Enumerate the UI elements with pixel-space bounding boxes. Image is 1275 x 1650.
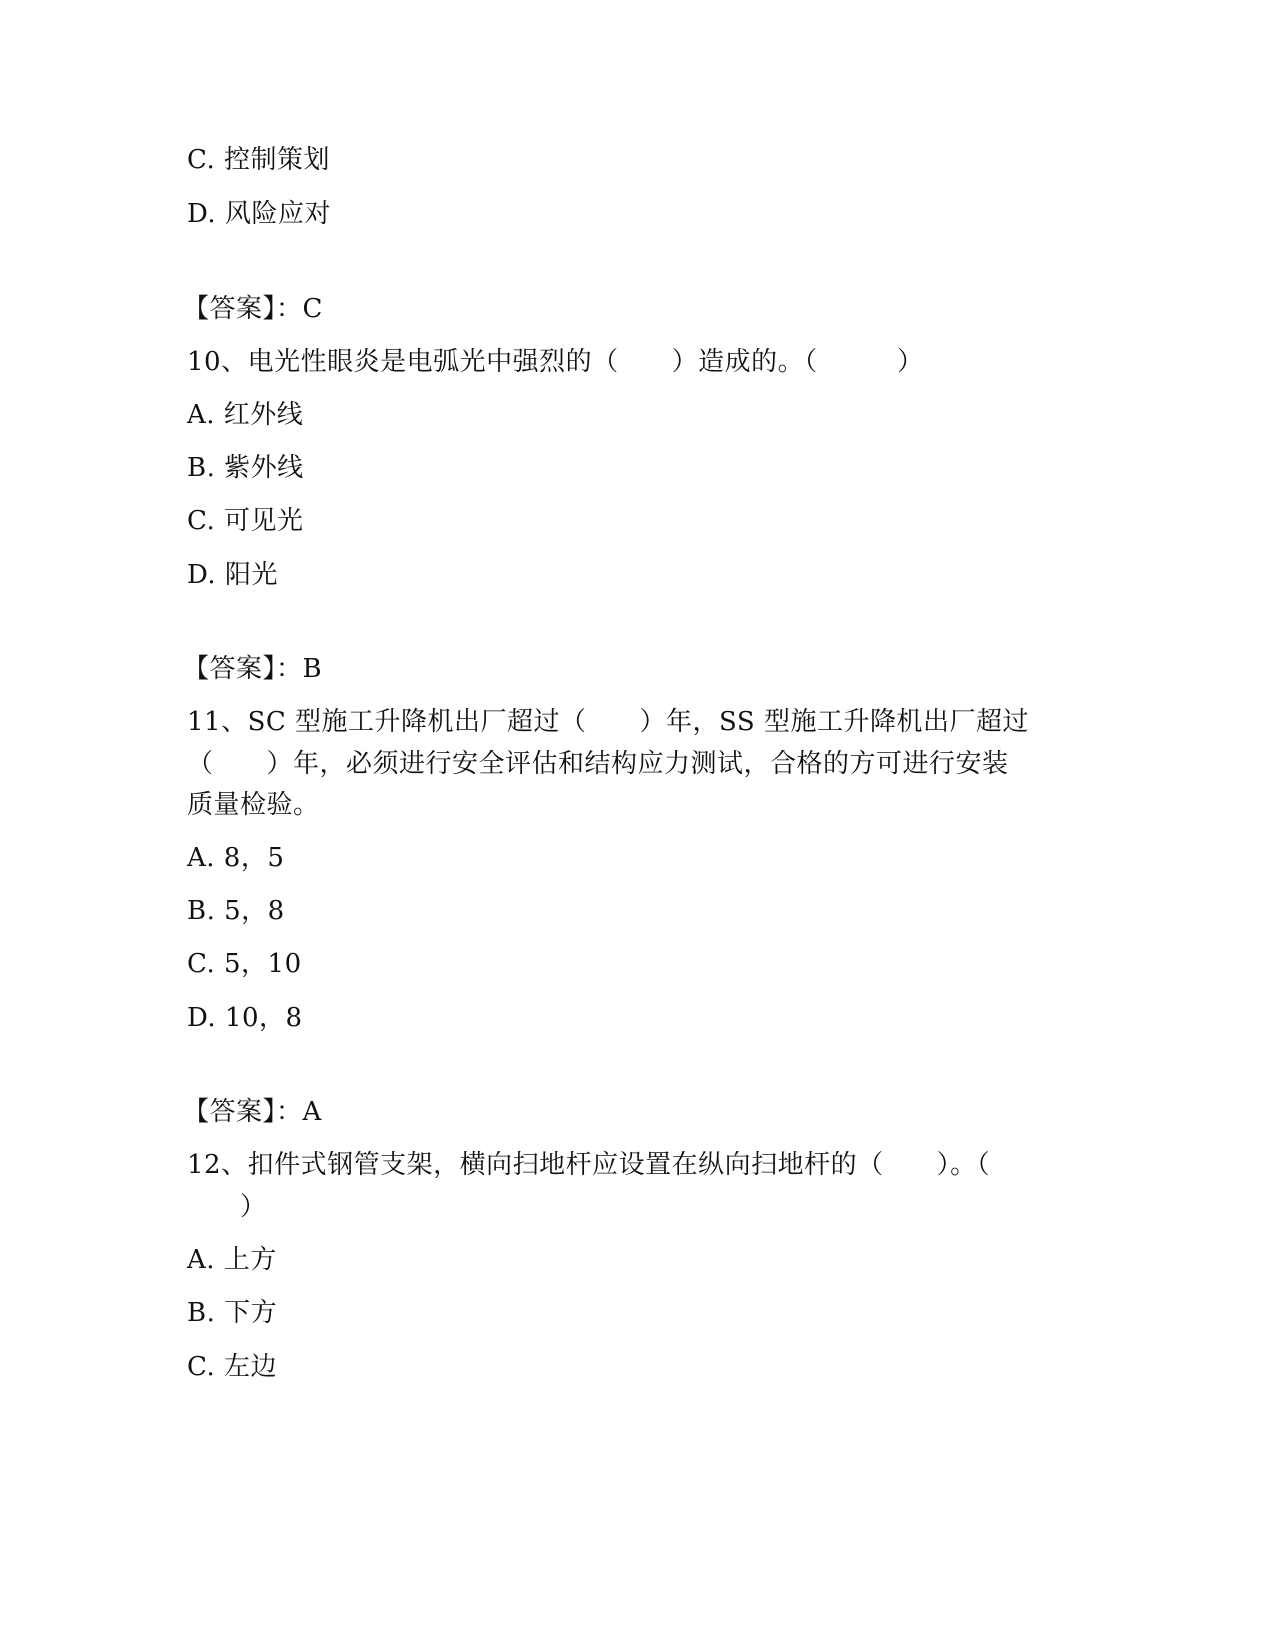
question-11-line-2: （ ）年，必须进行安全评估和结构应力测试，合格的方可进行安装 — [187, 749, 1009, 779]
option-d: D. 风险应对 — [187, 199, 331, 229]
option-a: A. 8，5 — [187, 843, 285, 873]
option-a: A. 上方 — [187, 1245, 277, 1275]
option-d: D. 10，8 — [187, 1003, 303, 1033]
option-b: B. 紫外线 — [187, 453, 304, 483]
question-12-line-1: 12、扣件式钢管支架，横向扫地杆应设置在纵向扫地杆的（ ）。（ — [187, 1150, 991, 1180]
option-c: C. 可见光 — [187, 506, 304, 536]
answer-label: 【答案】：A — [183, 1097, 322, 1127]
question-11-line-3: 质量检验。 — [187, 790, 320, 820]
answer-label: 【答案】：C — [183, 294, 323, 324]
question-10: 10、电光性眼炎是电弧光中强烈的（ ）造成的。（ ） — [187, 347, 924, 377]
option-b: B. 下方 — [187, 1298, 278, 1328]
option-c: C. 控制策划 — [187, 145, 330, 175]
option-b: B. 5，8 — [187, 896, 285, 926]
option-c: C. 5，10 — [187, 949, 302, 979]
answer-label: 【答案】：B — [183, 654, 323, 684]
question-12-line-2: ） — [187, 1192, 267, 1222]
question-11-line-1: 11、SC 型施工升降机出厂超过（ ）年，SS 型施工升降机出厂超过 — [187, 707, 1029, 737]
option-d: D. 阳光 — [187, 560, 278, 590]
option-a: A. 红外线 — [187, 400, 304, 430]
option-c: C. 左边 — [187, 1352, 277, 1382]
